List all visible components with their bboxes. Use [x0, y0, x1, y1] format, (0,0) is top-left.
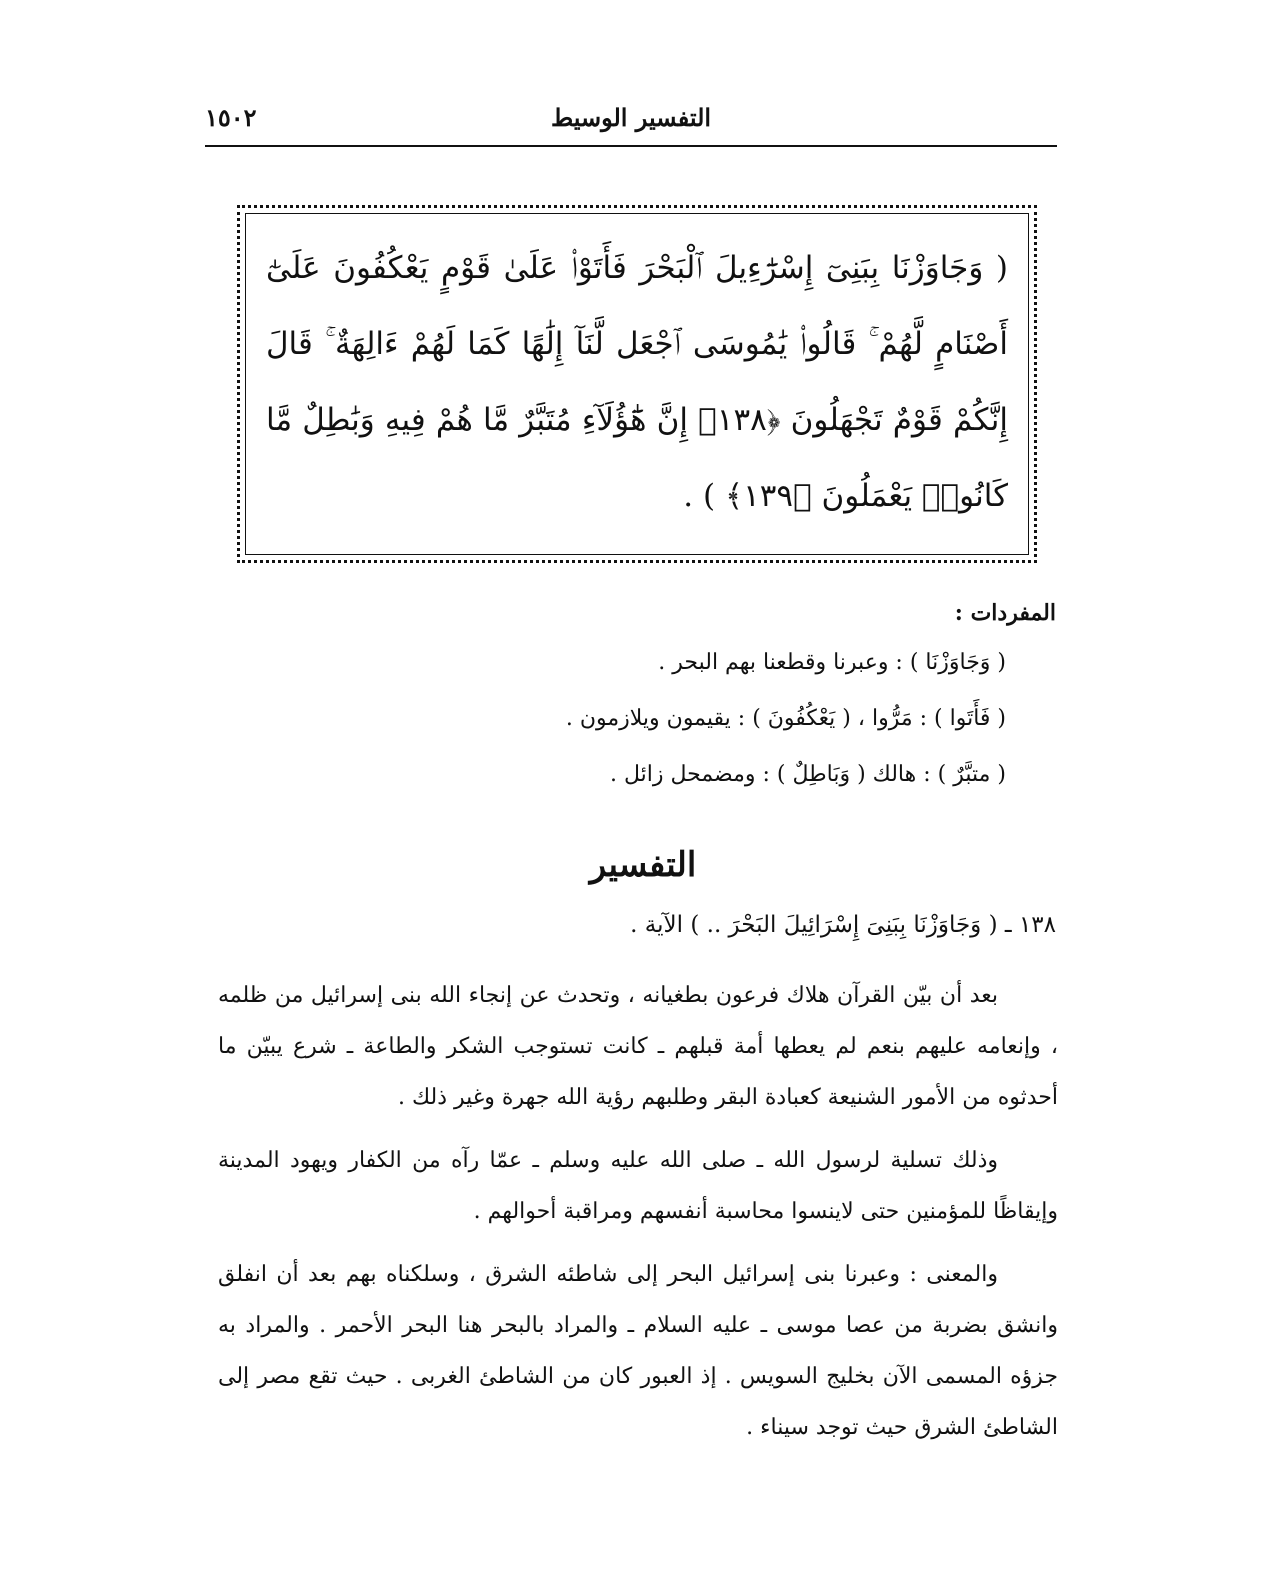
tafsir-body: [218, 970, 1058, 1465]
page-header: [205, 95, 1057, 147]
tafsir-paragraph: بعد أن بيّن القرآن هلاك فرعون بطغيانه ، وتحدث عن إنجاء الله بنى إسرائيل من ظلمه ، وإنعامه عليهم بنعم لم يعطها أمة قبلهم ـ كانت تستوجب الشكر والطاعة ـ شرع يبيّن ما أحدثوه من الأمور الشنيعة كعبادة البقر وطلبهم رؤية الله جهرة وغير ذلك .: [218, 983, 1058, 1110]
verse-reference: ١٣٨ ـ ( وَجَاوَزْنَا بِبَنِىَ إِسْرَائِيلَ البَحْرَ .. ) الآية .: [630, 912, 1056, 938]
quran-verse-box: [237, 205, 1037, 563]
tafsir-paragraph: والمعنى : وعبرنا بنى إسرائيل البحر إلى شاطئه الشرق ، وسلكناه بهم بعد أن انفلق وانشق بضربة من عصا موسى ـ عليه السلام ـ والمراد بالبحر هنا البحر الأحمر . والمراد به جزؤه المسمى الآن بخليج السويس . إذ العبور كان من الشاطئ الغربى . حيث تقع مصر إلى الشاطئ الشرق حيث توجد سيناء .: [218, 1262, 1058, 1440]
tafsir-heading: التفسير: [589, 845, 697, 885]
vocabulary-item: ( متبَّرٌ ) : هالك ( وَبَاطِلٌ ) : ومضمحل زائل .: [609, 762, 1006, 787]
page-title: التفسير الوسيط: [550, 103, 712, 132]
vocabulary-label: المفردات :: [954, 600, 1056, 626]
vocabulary-item: ( فَأَتَوا ) : مَرُّوا ، ( يَعْكُفُونَ ) : يقيمون ويلازمون .: [565, 706, 1006, 731]
vocabulary-item: ( وَجَاوَزْنَا ) : وعبرنا وقطعنا بهم البحر .: [658, 650, 1006, 675]
vocabulary-list: [230, 645, 1056, 813]
page-number: ١٥٠٢: [205, 103, 257, 132]
verse-text: ( وَجَاوَزْنَا بِبَنِىٓ إِسْرَٰٓءِيلَ ٱلْبَحْرَ فَأَتَوْا۟ عَلَىٰ قَوْمٍ يَعْكُفُونَ عَلَىٰٓ أَصْنَامٍ لَّهُمْ ۚ قَالُوا۟ يَٰمُوسَى ٱجْعَل لَّنَآ إِلَٰهًا كَمَا لَهُمْ ءَالِهَةٌ ۚ قَالَ إِنَّكُمْ قَوْمٌ تَجْهَلُونَ ﴿١٣٨﴾ إِنَّ هَٰٓؤُلَآءِ مُتَبَّرٌ مَّا هُمْ فِيهِ وَبَٰطِلٌ مَّا كَانُوا۟ يَعْمَلُونَ ﴿١٣٩﴾ ) .: [266, 250, 1008, 514]
tafsir-paragraph: وذلك تسلية لرسول الله ـ صلى الله عليه وسلم ـ عمّا رآه من الكفار ويهود المدينة وإيقاظًا للمؤمنين حتى لاينسوا محاسبة أنفسهم ومراقبة أحوالهم .: [218, 1148, 1058, 1224]
